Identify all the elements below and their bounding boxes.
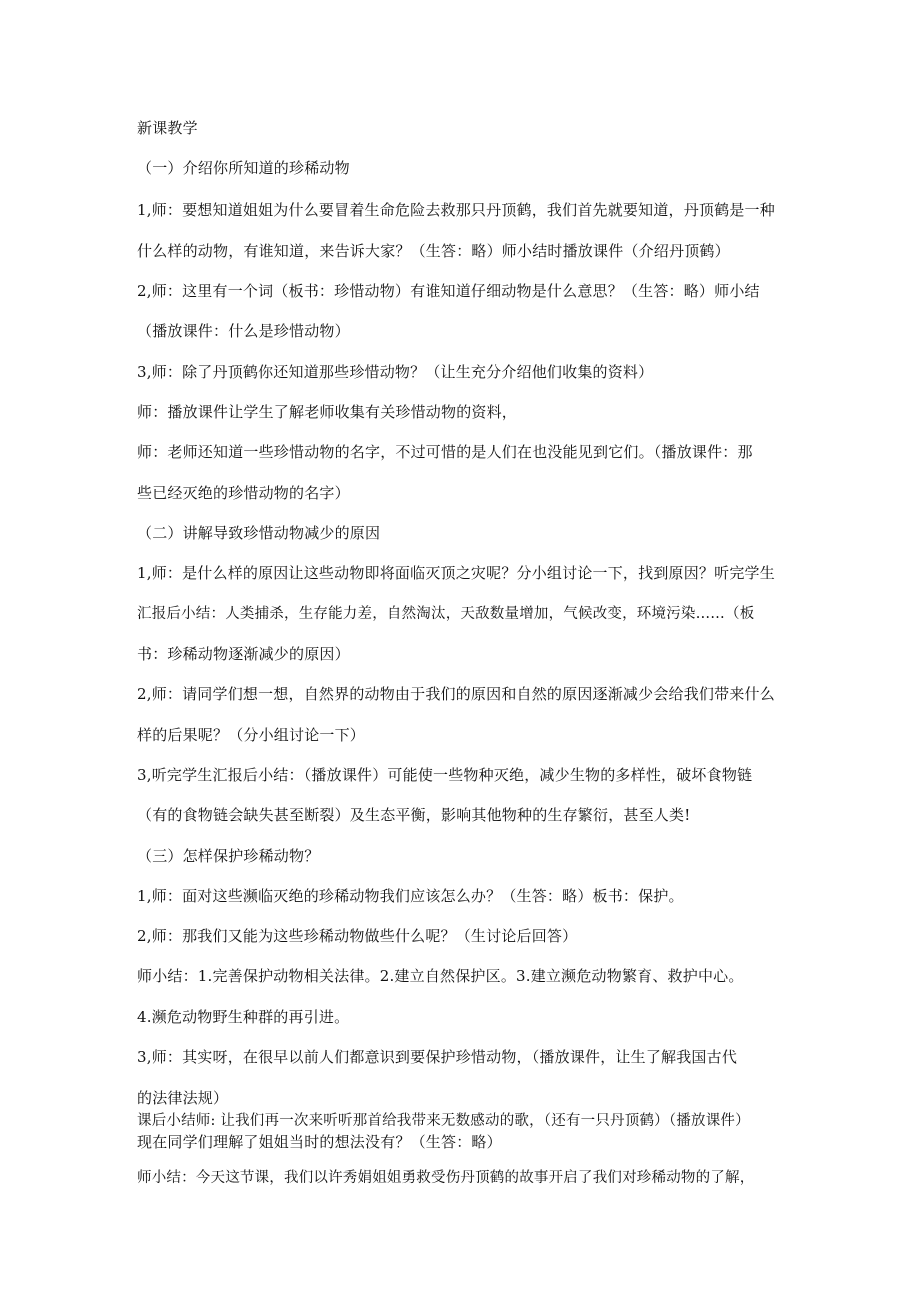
paragraph-line: 汇报后小结：人类捕杀，生存能力差，自然淘汰，天敌数量增加，气候改变，环境污染……（板 xyxy=(137,606,755,622)
paragraph-line: 2,师：这里有一个词（板书：珍惜动物）有谁知道仔细动物是什么意思？（生答：略）师小结 xyxy=(137,282,760,300)
paragraph-line: 3,师：除了丹顶鹤你还知道那些珍惜动物？（让生充分介绍他们收集的资料） xyxy=(137,363,654,381)
paragraph-line: 2,师：请同学们想一想，自然界的动物由于我们的原因和自然的原因逐渐减少会给我们带来什么 xyxy=(137,685,775,703)
paragraph-line: 1,师：要想知道姐姐为什么要冒着生命危险去救那只丹顶鹤，我们首先就要知道，丹顶鹤是一种 xyxy=(137,201,775,219)
subsection-heading: （二）讲解导致珍惜动物减少的原因 xyxy=(137,524,381,542)
paragraph-line: 什么样的动物，有谁知道，来告诉大家？（生答：略）师小结时播放课件（介绍丹顶鹤） xyxy=(137,242,730,260)
paragraph-line: 3,听完学生汇报后小结：（播放课件）可能使一些物种灭绝，减少生物的多样性，破坏食物链 xyxy=(137,766,753,784)
paragraph-line: 师小结：1.完善保护动物相关法律。2.建立自然保护区。3.建立濒危动物繁育、救护中心。 xyxy=(137,967,744,985)
paragraph-line: （有的食物链会缺失甚至断裂）及生态平衡，影响其他物种的生存繁衍，甚至人类! xyxy=(137,806,691,824)
paragraph-line: 书：珍稀动物逐渐减少的原因） xyxy=(137,645,350,663)
paragraph-line: 4.濒危动物野生种群的再引进。 xyxy=(137,1008,350,1026)
paragraph-line: （播放课件：什么是珍惜动物） xyxy=(137,322,350,340)
paragraph-line: 些已经灭绝的珍惜动物的名字） xyxy=(137,484,350,502)
paragraph-line: 的法律法规） xyxy=(137,1089,229,1107)
paragraph-line: 师小结：今天这节课，我们以许秀娟姐姐勇救受伤丹顶鹤的故事开启了我们对珍稀动物的了解， xyxy=(137,1170,755,1186)
subsection-heading: （一）介绍你所知道的珍稀动物 xyxy=(137,159,350,177)
paragraph-line: 师：播放课件让学生了解老师收集有关珍惜动物的资料， xyxy=(137,403,518,421)
paragraph-line: 2,师：那我们又能为这些珍稀动物做些什么呢？（生讨论后回答） xyxy=(137,927,578,945)
paragraph-line: 师：老师还知道一些珍惜动物的名字，不过可惜的是人们在也没能见到它们。（播放课件：那 xyxy=(137,443,753,461)
paragraph-line: 样的后果呢？（分小组讨论一下） xyxy=(137,726,366,744)
section-heading: 新课教学 xyxy=(137,119,198,137)
paragraph-line: 1,师：是什么样的原因让这些动物即将面临灭顶之灾呢？分小组讨论一下，找到原因？听完学生 xyxy=(137,564,775,582)
paragraph-line: 现在同学们理解了姐姐当时的想法没有？（生答：略） xyxy=(137,1133,502,1151)
subsection-heading: （三）怎样保护珍稀动物？ xyxy=(137,847,320,865)
paragraph-line: 1,师：面对这些濒临灭绝的珍稀动物我们应该怎么办？（生答：略）板书：保护。 xyxy=(137,887,684,905)
paragraph-line: 3,师：其实呀，在很早以前人们都意识到要保护珍惜动物，（播放课件，让生了解我国古代 xyxy=(137,1048,738,1066)
paragraph-line: 课后小结师: 让我们再一次来听听那首给我带来无数感动的歌，（还有一只丹顶鹤）（播放课件） xyxy=(137,1113,750,1129)
